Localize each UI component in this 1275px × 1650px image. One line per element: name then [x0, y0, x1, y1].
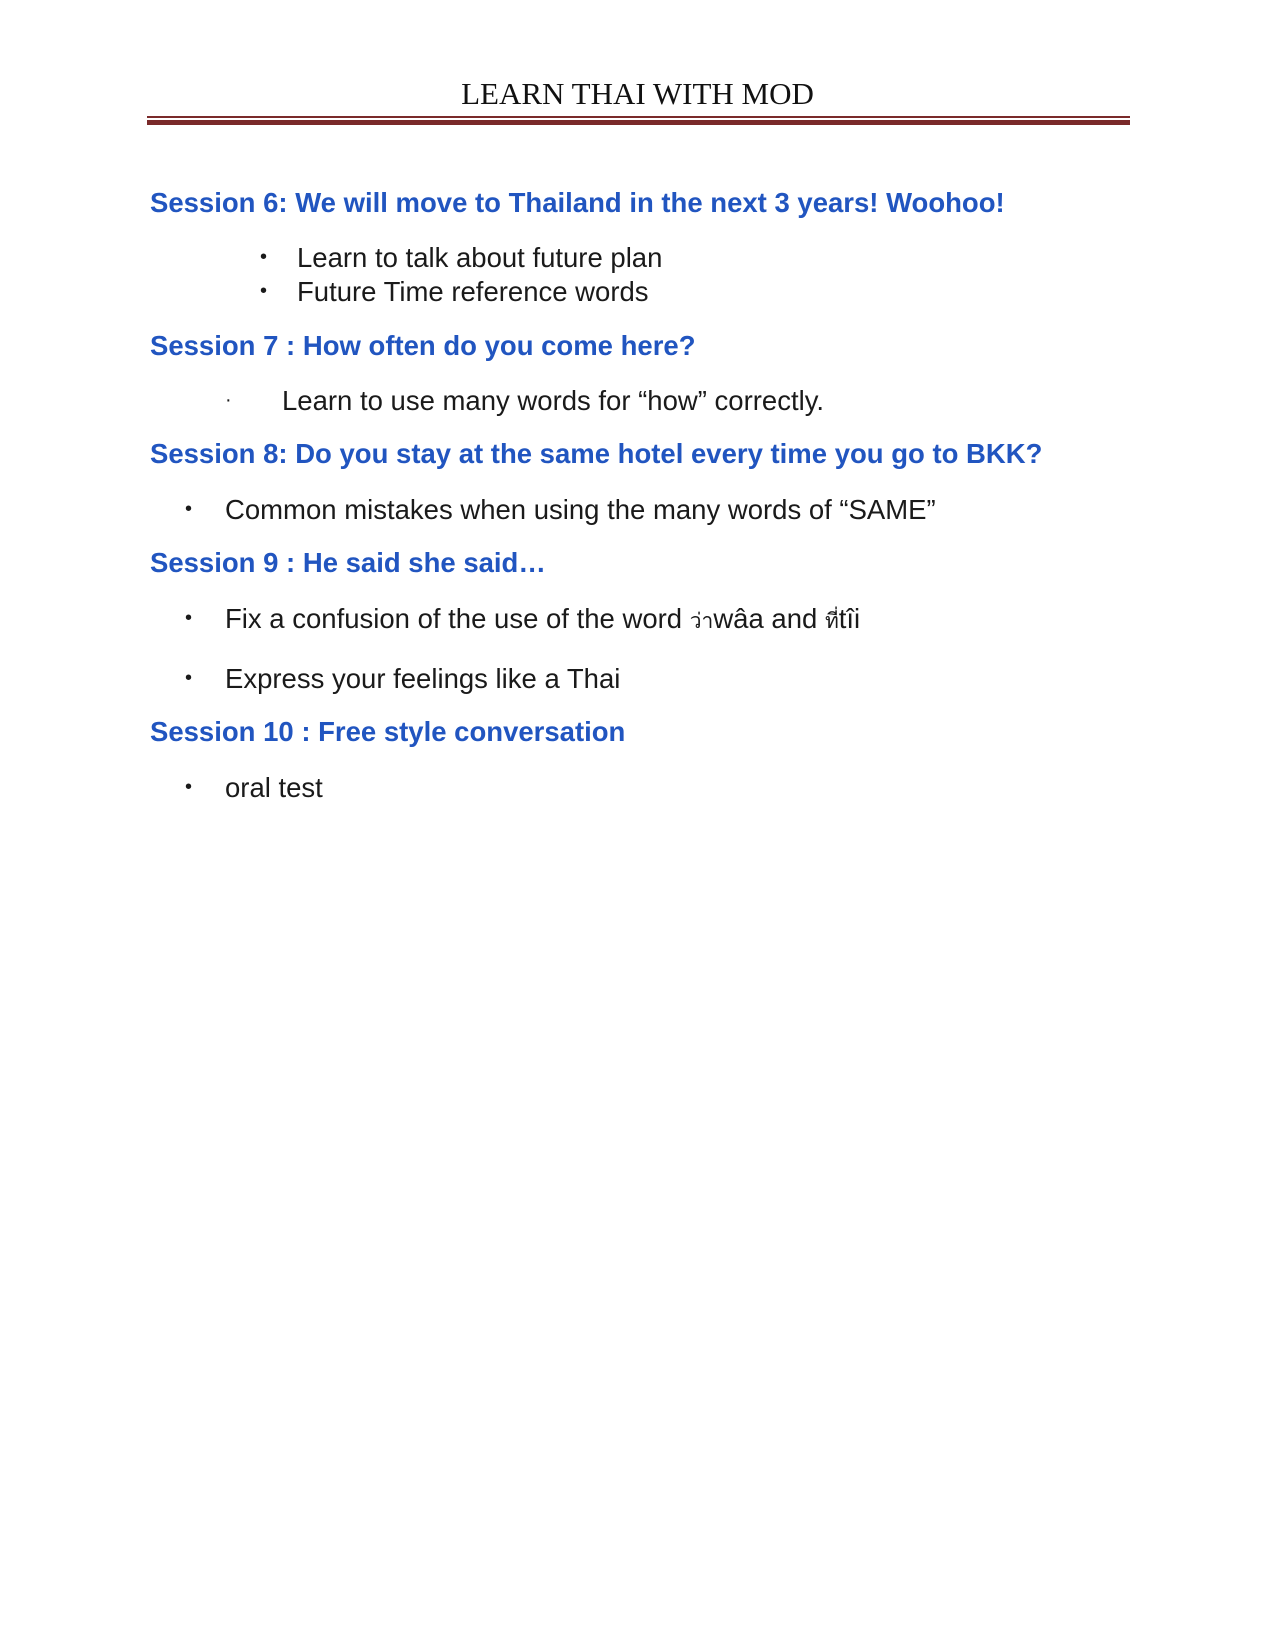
bullet: • — [185, 776, 193, 798]
page-header-title: LEARN THAI WITH MOD — [461, 76, 814, 111]
bullet: • — [260, 280, 268, 302]
bullet: • — [185, 498, 193, 520]
thai-word-waa: ว่า — [689, 610, 714, 633]
romanization-waa: wâa and — [713, 603, 825, 634]
list-item-text: Express your feelings like a Thai — [225, 663, 621, 694]
header-rule-thin — [147, 116, 1130, 118]
thai-word-tii: ที่ — [824, 610, 839, 633]
list-item-text: Future Time reference words — [297, 276, 649, 307]
session-6-heading: Session 6: We will move to Thailand in the next 3 years! Woohoo! — [150, 187, 1005, 218]
session-7-heading: Session 7 : How often do you come here? — [150, 330, 696, 361]
session-8-heading: Session 8: Do you stay at the same hotel every time you go to BKK? — [150, 438, 1043, 469]
list-item-text: Learn to talk about future plan — [297, 242, 663, 273]
bullet: • — [185, 667, 193, 689]
item-text-before: Fix a confusion of the use of the word — [225, 603, 690, 634]
session-10-heading: Session 10 : Free style conversation — [150, 716, 626, 747]
list-item-text — [225, 603, 860, 638]
bullet: • — [260, 246, 268, 268]
list-item-text: Learn to use many words for “how” correctly. — [282, 385, 825, 416]
bullet: · — [225, 389, 232, 411]
list-item-text: oral test — [225, 772, 323, 803]
session-9-heading: Session 9 : He said she said… — [150, 547, 546, 578]
romanization-tii: tîi — [838, 603, 861, 634]
bullet: • — [185, 607, 193, 629]
header-rule-thick — [147, 120, 1130, 125]
list-item-text: Common mistakes when using the many words of “SAME” — [225, 494, 936, 525]
